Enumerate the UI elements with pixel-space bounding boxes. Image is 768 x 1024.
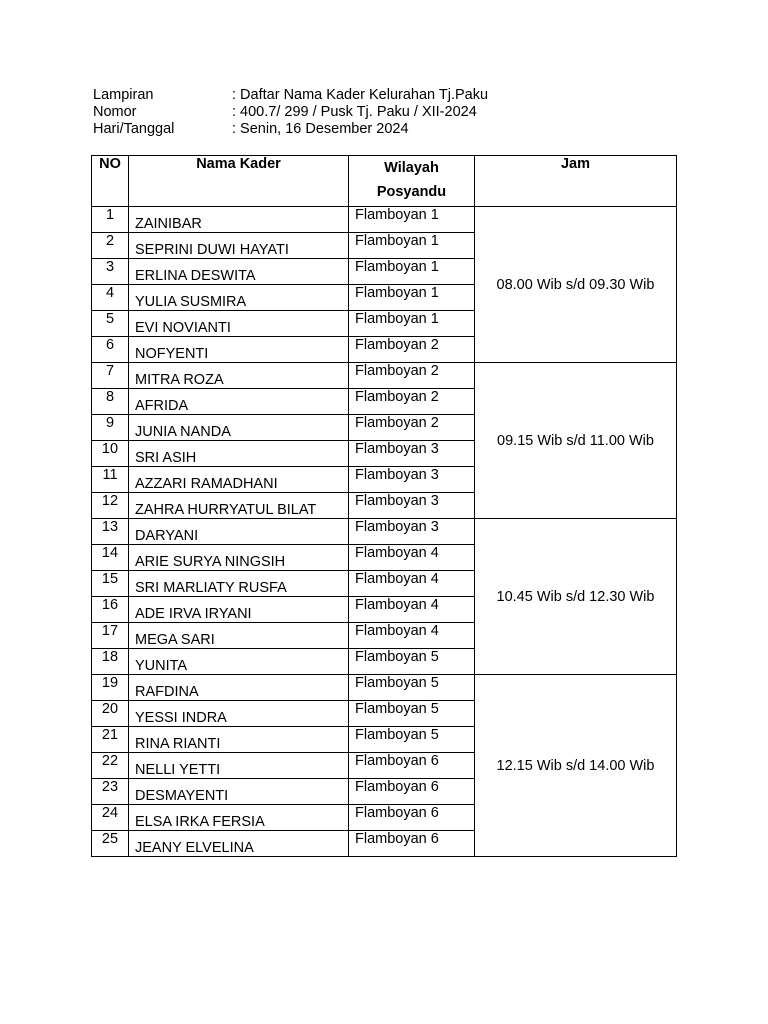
col-header-posyandu: Posyandu xyxy=(376,184,447,200)
row-number: 2 xyxy=(92,233,129,259)
row-number: 7 xyxy=(92,363,129,389)
row-number: 19 xyxy=(92,675,129,701)
wilayah-posyandu: Flamboyan 2 xyxy=(349,337,475,363)
row-number: 16 xyxy=(92,597,129,623)
wilayah-posyandu: Flamboyan 1 xyxy=(349,259,475,285)
wilayah-posyandu: Flamboyan 1 xyxy=(349,207,475,233)
row-number: 18 xyxy=(92,649,129,675)
row-number: 23 xyxy=(92,779,129,805)
row-number: 9 xyxy=(92,415,129,441)
row-number: 3 xyxy=(92,259,129,285)
col-header-jam: Jam xyxy=(475,156,677,207)
kader-name: AFRIDA xyxy=(129,389,349,415)
wilayah-posyandu: Flamboyan 4 xyxy=(349,571,475,597)
row-number: 20 xyxy=(92,701,129,727)
kader-name: MITRA ROZA xyxy=(129,363,349,389)
wilayah-posyandu: Flamboyan 1 xyxy=(349,233,475,259)
kader-name: EVI NOVIANTI xyxy=(129,311,349,337)
kader-name: ZAHRA HURRYATUL BILAT xyxy=(129,493,349,519)
lampiran-label: Lampiran xyxy=(93,87,154,103)
kader-name: AZZARI RAMADHANI xyxy=(129,467,349,493)
row-number: 22 xyxy=(92,753,129,779)
kader-name: ADE IRVA IRYANI xyxy=(129,597,349,623)
kader-name: SEPRINI DUWI HAYATI xyxy=(129,233,349,259)
jam-schedule: 10.45 Wib s/d 12.30 Wib xyxy=(475,519,677,675)
table-row xyxy=(92,519,677,545)
header-row-lampiran xyxy=(93,87,488,104)
row-number: 12 xyxy=(92,493,129,519)
table-row xyxy=(92,675,677,701)
header-row-nomor xyxy=(93,104,488,121)
wilayah-posyandu: Flamboyan 3 xyxy=(349,467,475,493)
wilayah-posyandu: Flamboyan 6 xyxy=(349,753,475,779)
col-header-nama-kader: Nama Kader xyxy=(129,156,349,207)
lampiran-value: : Daftar Nama Kader Kelurahan Tj.Paku xyxy=(232,87,489,103)
row-number: 4 xyxy=(92,285,129,311)
wilayah-posyandu: Flamboyan 5 xyxy=(349,675,475,701)
row-number: 17 xyxy=(92,623,129,649)
row-number: 5 xyxy=(92,311,129,337)
kader-name: DARYANI xyxy=(129,519,349,545)
row-number: 6 xyxy=(92,337,129,363)
row-number: 24 xyxy=(92,805,129,831)
jam-schedule: 09.15 Wib s/d 11.00 Wib xyxy=(475,363,677,519)
wilayah-posyandu: Flamboyan 1 xyxy=(349,285,475,311)
kader-name: YUNITA xyxy=(129,649,349,675)
col-header-wilayah-posyandu xyxy=(349,156,475,207)
row-number: 1 xyxy=(92,207,129,233)
row-number: 11 xyxy=(92,467,129,493)
document-header xyxy=(93,87,488,138)
kader-name: ZAINIBAR xyxy=(129,207,349,233)
kader-name: ARIE SURYA NINGSIH xyxy=(129,545,349,571)
row-number: 15 xyxy=(92,571,129,597)
jam-schedule: 12.15 Wib s/d 14.00 Wib xyxy=(475,675,677,857)
row-number: 21 xyxy=(92,727,129,753)
kader-name: ELSA IRKA FERSIA xyxy=(129,805,349,831)
jam-schedule: 08.00 Wib s/d 09.30 Wib xyxy=(475,207,677,363)
nomor-value: : 400.7/ 299 / Pusk Tj. Paku / XII-2024 xyxy=(232,104,477,120)
col-header-wilayah: Wilayah xyxy=(384,160,439,176)
wilayah-posyandu: Flamboyan 3 xyxy=(349,493,475,519)
wilayah-posyandu: Flamboyan 5 xyxy=(349,727,475,753)
table-row xyxy=(92,363,677,389)
wilayah-posyandu: Flamboyan 6 xyxy=(349,805,475,831)
kader-name: RAFDINA xyxy=(129,675,349,701)
kader-name: MEGA SARI xyxy=(129,623,349,649)
wilayah-posyandu: Flamboyan 1 xyxy=(349,311,475,337)
kader-name: RINA RIANTI xyxy=(129,727,349,753)
wilayah-posyandu: Flamboyan 3 xyxy=(349,441,475,467)
row-number: 10 xyxy=(92,441,129,467)
row-number: 13 xyxy=(92,519,129,545)
kader-name: YESSI INDRA xyxy=(129,701,349,727)
table-body xyxy=(92,207,677,857)
table-header-row xyxy=(92,156,677,207)
kader-name: NELLI YETTI xyxy=(129,753,349,779)
kader-name: ERLINA DESWITA xyxy=(129,259,349,285)
wilayah-posyandu: Flamboyan 3 xyxy=(349,519,475,545)
wilayah-posyandu: Flamboyan 6 xyxy=(349,831,475,857)
wilayah-posyandu: Flamboyan 6 xyxy=(349,779,475,805)
nomor-label: Nomor xyxy=(93,104,137,120)
row-number: 14 xyxy=(92,545,129,571)
kader-table xyxy=(91,155,677,857)
wilayah-posyandu: Flamboyan 2 xyxy=(349,415,475,441)
wilayah-posyandu: Flamboyan 5 xyxy=(349,701,475,727)
wilayah-posyandu: Flamboyan 2 xyxy=(349,389,475,415)
hari-tanggal-label: Hari/Tanggal xyxy=(93,121,175,137)
kader-name: SRI MARLIATY RUSFA xyxy=(129,571,349,597)
wilayah-posyandu: Flamboyan 5 xyxy=(349,649,475,675)
kader-name: DESMAYENTI xyxy=(129,779,349,805)
kader-name: JUNIA NANDA xyxy=(129,415,349,441)
hari-tanggal-value: : Senin, 16 Desember 2024 xyxy=(232,121,409,137)
row-number: 8 xyxy=(92,389,129,415)
wilayah-posyandu: Flamboyan 4 xyxy=(349,623,475,649)
kader-name: NOFYENTI xyxy=(129,337,349,363)
col-header-no: NO xyxy=(92,156,129,207)
kader-name: JEANY ELVELINA xyxy=(129,831,349,857)
wilayah-posyandu: Flamboyan 4 xyxy=(349,597,475,623)
table-row xyxy=(92,207,677,233)
row-number: 25 xyxy=(92,831,129,857)
header-row-hari-tanggal xyxy=(93,121,488,138)
kader-name: SRI ASIH xyxy=(129,441,349,467)
wilayah-posyandu: Flamboyan 2 xyxy=(349,363,475,389)
kader-name: YULIA SUSMIRA xyxy=(129,285,349,311)
wilayah-posyandu: Flamboyan 4 xyxy=(349,545,475,571)
